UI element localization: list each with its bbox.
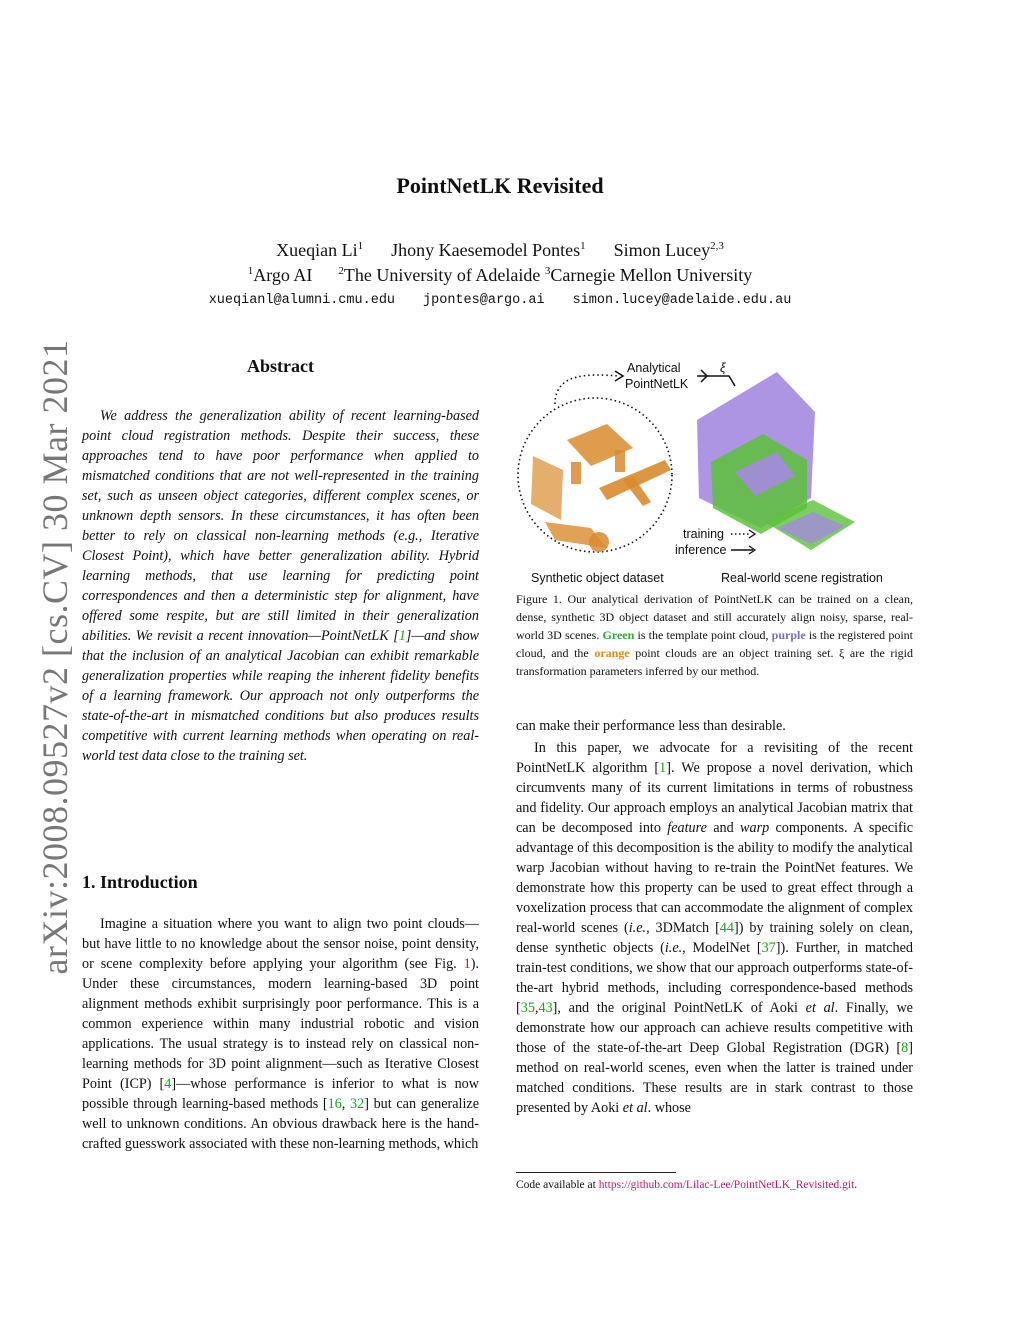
green-label: Green xyxy=(602,628,635,642)
text-run: ]). Further, in matched train-test conditions, we show that our approach outperforms state-of-the-art hybrid methods, including correspondence-based methods [ xyxy=(516,940,913,1016)
citation-link[interactable]: 1 xyxy=(398,628,406,644)
label-analytical: Analytical xyxy=(627,361,681,375)
affil-sup: 2 xyxy=(338,265,344,277)
continued-paragraph: can make their performance less than desirable. xyxy=(516,718,786,734)
orange-bed-leg xyxy=(571,462,581,484)
scene-point-cloud xyxy=(697,372,855,550)
affil-sup: 3 xyxy=(544,265,551,277)
author-name: Simon Lucey xyxy=(613,240,711,260)
label-pointnetlk: PointNetLK xyxy=(625,377,689,391)
affiliation: Argo AI xyxy=(253,265,313,285)
label-xi: ξ xyxy=(720,361,726,375)
citation-link[interactable]: 16 xyxy=(327,1096,342,1112)
citation-link[interactable]: 37 xyxy=(761,940,776,956)
text-run: Figure 1. Our analytical derivation of PointNetLK can be trained on a clean, dense, synthetic 3D object dataset and still accurately align noisy, sparse, real-world 3D scenes. xyxy=(516,592,913,642)
abstract-part: We address the generalization ability of recent learning-based point cloud registration methods. Despite their success, these approaches tend to have poor performance when applied to mismatched conditions that are not well-represented in the training set, such as unseen object categories, different complex scenes, or unknown depth sensors. In these circumstances, it has often been better to rely on classical non-learning methods (e.g., Iterative Closest Point), which have better generalization ability. Hybrid learning methods, that use learning for predicting point correspondences and then a deterministic step for alignment, have offered some respite, but are still limited in their generalization abilities. We revisit a recent innovation—PointNetLK [ xyxy=(82,408,479,644)
citation-link[interactable]: 4 xyxy=(164,1076,172,1092)
author-sup: 1 xyxy=(357,240,364,252)
text-run: point clouds are an object training set. ξ are the rigid transformation parameters inferred by our method. xyxy=(516,646,913,678)
label-synthetic-dataset: Synthetic object dataset xyxy=(531,571,664,585)
orange-objects xyxy=(531,424,671,552)
author-sup: 1 xyxy=(580,240,586,252)
citation-link[interactable]: 32 xyxy=(350,1096,365,1112)
text-run: is the template point cloud, xyxy=(634,628,772,642)
footnote xyxy=(516,1179,857,1191)
text-run: ]) by training solely on clean, dense synthetic objects ( xyxy=(516,920,913,956)
abstract-heading: Abstract xyxy=(247,356,314,376)
text-run: ] method on real-world scenes, even when the latter is trained under matched conditions. These results are in stark contrast to those presented by Aoki xyxy=(516,1040,913,1116)
author-list xyxy=(0,240,1000,261)
author-name: Xueqian Li xyxy=(276,240,358,260)
intro-paragraph-2 xyxy=(516,738,913,1118)
email-list xyxy=(0,293,1000,308)
text-run: and xyxy=(706,820,741,836)
text-run: is the registered point cloud, and the xyxy=(516,628,914,660)
text-run: ] but can generalize well to unknown conditions. An obvious drawback here is the hand-crafted guesswork associated with these non-learning methods, which xyxy=(82,1096,480,1152)
text-run: components. A specific advantage of this decomposition is the ability to modify the analytical warp Jacobian without having to re-train the PointNet features. We demonstrate how this property can be used to great effect through a voxelization process that can accommodate the alignment of complex real-world scenes ( xyxy=(516,820,913,936)
purple-label: purple xyxy=(771,628,806,642)
section-heading-introduction: 1. Introduction xyxy=(82,872,198,892)
email: jpontes@argo.ai xyxy=(423,293,545,308)
figure-ref-link[interactable]: 1 xyxy=(463,956,471,972)
figure-1 xyxy=(515,352,913,588)
text-run: et al xyxy=(805,1000,835,1016)
citation-link[interactable]: 35 xyxy=(520,1000,535,1016)
affiliation-list xyxy=(0,265,1000,286)
email: simon.lucey@adelaide.edu.au xyxy=(572,293,792,308)
text-run: , 3DMatch [ xyxy=(646,920,720,936)
text-run: i.e. xyxy=(664,940,683,956)
citation-link[interactable]: 43 xyxy=(538,1000,553,1016)
arxiv-identifier: arXiv:2008.09527v2 [cs.CV] 30 Mar 2021 xyxy=(35,339,75,975)
text-run: i.e. xyxy=(628,920,647,936)
paper-title: PointNetLK Revisited xyxy=(396,173,604,198)
text-run: , xyxy=(341,1096,351,1112)
text-run: ]—whose performance is inferior to what is now possible through learning-based methods [ xyxy=(82,1076,480,1112)
intro-paragraph xyxy=(82,914,479,1154)
affiliation: The University of Adelaide xyxy=(343,265,541,285)
abstract-text xyxy=(82,406,479,766)
text-run: feature xyxy=(667,820,707,836)
label-training: training xyxy=(683,527,724,541)
author-sup: 2,3 xyxy=(710,240,724,252)
affiliation: Carnegie Mellon University xyxy=(550,265,753,285)
label-inference: inference xyxy=(675,543,727,557)
orange-label: orange xyxy=(594,646,630,660)
figure-caption xyxy=(516,590,913,680)
text-run: Imagine a situation where you want to align two point clouds—but have little to no knowledge about the sensor noise, point density, or scene complexity before applying your algorithm (see Fig. xyxy=(82,916,479,972)
text-run: , ModelNet [ xyxy=(682,940,762,956)
text-run: . Finally, we demonstrate how our approach can achieve results competitive with those of the state-of-the-art Deep Global Registration (DGR) [ xyxy=(516,1000,913,1056)
email: xueqianl@alumni.cmu.edu xyxy=(208,293,396,308)
text-run: , xyxy=(534,1000,539,1016)
orange-guitar-body xyxy=(589,532,609,552)
text-run: ], and the original PointNetLK of Aoki xyxy=(552,1000,806,1016)
text-run: ). Under these circumstances, modern learning-based 3D point alignment methods exhibit surprisingly poor performance. This is a common experience within many industrial robotic and vision applications. The usual strategy is to instead rely on classical non-learning methods for 3D point alignment—such as Iterative Closest Point (ICP) [ xyxy=(82,956,479,1092)
text-run: ]. We propose a novel derivation, which circumvents many of its current limitations in terms of robustness and fidelity. Our approach employs an analytical Jacobian matrix that can be decomposed into xyxy=(516,760,913,836)
citation-link[interactable]: 8 xyxy=(901,1040,909,1056)
label-realworld-registration: Real-world scene registration xyxy=(721,571,883,585)
text-run: et al xyxy=(622,1100,648,1116)
arrowhead-icon xyxy=(749,530,755,538)
affil-sup: 1 xyxy=(247,265,254,277)
dotted-arrow-icon xyxy=(555,375,619,404)
orange-curtain-object xyxy=(531,456,563,520)
text-run: . xyxy=(854,1179,858,1191)
footnote-rule xyxy=(516,1172,676,1173)
code-url-link[interactable]: https://github.com/Lilac-Lee/PointNetLK_Revisited.git xyxy=(598,1179,855,1191)
text-run: warp xyxy=(740,820,770,836)
text-run: . whose xyxy=(647,1100,691,1116)
citation-link[interactable]: 44 xyxy=(719,920,734,936)
citation-link[interactable]: 1 xyxy=(659,760,667,776)
author-name: Jhony Kaesemodel Pontes xyxy=(391,240,581,260)
abstract-part: ]—and show that the inclusion of an analytical Jacobian can exhibit remarkable generalization properties while reaping the inherent fidelity benefits of a learning framework. Our approach not only outperforms the state-of-the-art in mismatched conditions but also produces results competitive with current learning methods when operating on real-world test data close to the training set. xyxy=(82,628,480,764)
text-run: Code available at xyxy=(516,1179,599,1191)
text-run: In this paper, we advocate for a revisiting of the recent PointNetLK algorithm [ xyxy=(516,740,913,776)
orange-bed-leg xyxy=(615,450,625,472)
